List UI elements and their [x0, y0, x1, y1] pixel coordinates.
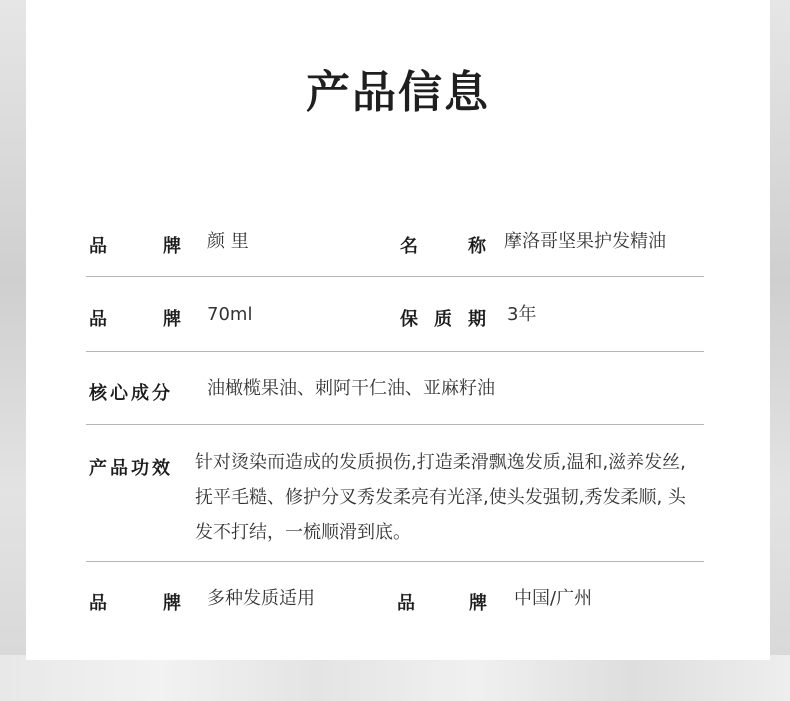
product-name-value: 摩洛哥坚果护发精油: [504, 231, 666, 252]
page-title: 产品信息: [306, 67, 490, 118]
ingredients-value: 油橄榄果油、刺阿干仁油、亚麻籽油: [207, 378, 495, 399]
brand-label: 品 牌: [89, 236, 181, 257]
product-info-card: [26, 0, 770, 660]
origin-value: 中国/广州: [514, 588, 593, 609]
shelf-life-value: 3年: [507, 304, 537, 325]
brand-value: 颜 里: [207, 231, 249, 252]
shelf-life-label: 保 质 期: [400, 309, 486, 330]
origin-label: 品 牌: [397, 593, 487, 614]
effects-line-2: 抚平毛糙、修护分叉秀发柔亮有光泽,使头发强韧,秀发柔顺, 头: [195, 487, 686, 508]
row-divider: [86, 424, 704, 425]
effects-label: 产品功效: [89, 458, 173, 479]
volume-value: 70ml: [207, 304, 253, 325]
hair-type-value: 多种发质适用: [207, 588, 315, 609]
row-divider: [86, 276, 704, 277]
effects-line-1: 针对烫染而造成的发质损伤,打造柔滑飘逸发质,温和,滋养发丝,: [195, 452, 686, 473]
effects-line-3: 发不打结，一梳顺滑到底。: [195, 522, 411, 543]
row-divider: [86, 351, 704, 352]
ingredients-label: 核心成分: [89, 383, 173, 404]
product-name-label: 名 称: [400, 236, 486, 257]
background-bottom: [0, 655, 790, 701]
background-edge-right: [770, 0, 790, 701]
volume-label: 品 牌: [89, 309, 181, 330]
row-divider: [86, 561, 704, 562]
hair-type-label: 品 牌: [89, 593, 181, 614]
background-edge-left: [0, 0, 26, 701]
